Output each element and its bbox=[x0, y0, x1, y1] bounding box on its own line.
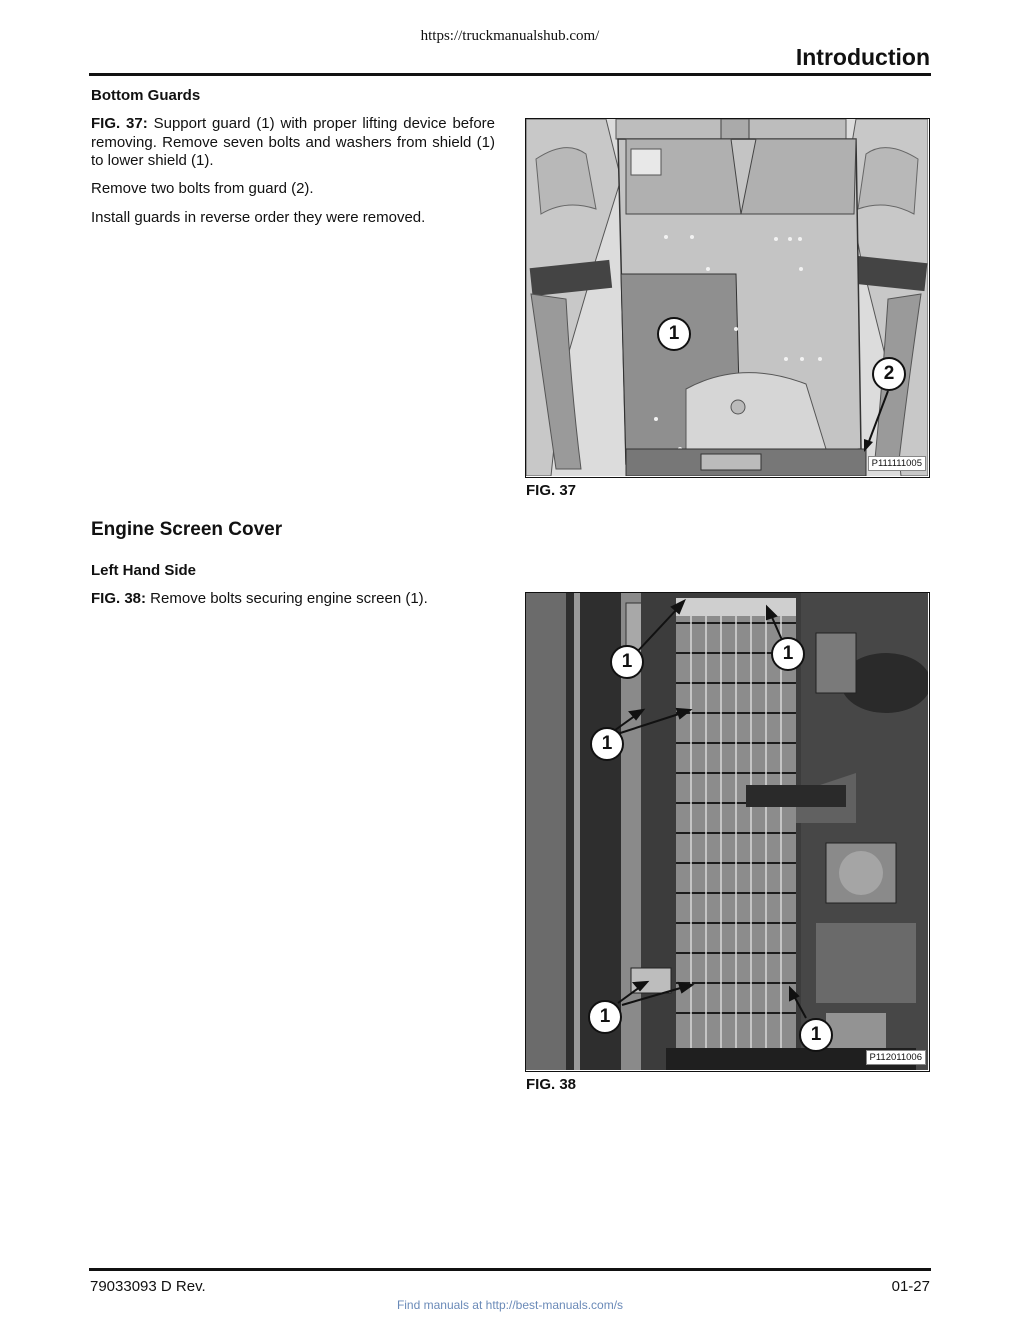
header-rule bbox=[89, 73, 931, 76]
callout-fig38-screen-middle-left: 1 bbox=[590, 727, 624, 761]
callout-fig38-screen-bottom-left: 1 bbox=[588, 1000, 622, 1034]
fig37-leader-arrow bbox=[526, 119, 928, 476]
fig37-instruction-text: Support guard (1) with proper lifting device before removing. Remove seven bolts and washers from shield (1) to lower shield (1). bbox=[91, 115, 495, 169]
fig38-photo-code: P112011006 bbox=[866, 1050, 926, 1065]
fig37-photo-code: P111111005 bbox=[868, 456, 926, 471]
footer-rule bbox=[89, 1268, 931, 1271]
callout-fig37-guard-1: 1 bbox=[657, 317, 691, 351]
figure-38-image bbox=[525, 592, 930, 1072]
paragraph-fig38-instructions bbox=[91, 590, 495, 609]
callout-fig38-screen-bottom-right: 1 bbox=[799, 1018, 833, 1052]
heading-bottom-guards: Bottom Guards bbox=[91, 87, 201, 104]
fig37-reference: FIG. 37: bbox=[91, 115, 148, 132]
fig38-caption: FIG. 38 bbox=[526, 1076, 577, 1093]
paragraph-remove-bolts: Remove two bolts from guard (2). bbox=[91, 180, 314, 197]
subheading-left-hand-side: Left Hand Side bbox=[91, 562, 197, 579]
fig38-instruction-text: Remove bolts securing engine screen (1). bbox=[146, 590, 428, 607]
fig38-leader-arrows bbox=[526, 593, 928, 1070]
callout-fig38-screen-top-left: 1 bbox=[610, 645, 644, 679]
fig38-reference: FIG. 38: bbox=[91, 590, 147, 607]
paragraph-install-guards: Install guards in reverse order they were removed. bbox=[91, 209, 426, 226]
figure-37-image bbox=[525, 118, 930, 478]
heading-engine-screen-cover: Engine Screen Cover bbox=[91, 519, 283, 540]
callout-fig37-guard-2: 2 bbox=[872, 357, 906, 391]
page-title: Introduction bbox=[795, 44, 930, 70]
footer-doc-number: 79033093 D Rev. bbox=[90, 1278, 206, 1295]
footer-find-manuals-link[interactable]: Find manuals at http://best-manuals.com/s bbox=[396, 1298, 624, 1312]
source-url: https://truckmanualshub.com/ bbox=[420, 28, 600, 44]
fig37-caption: FIG. 37 bbox=[526, 482, 577, 499]
footer-page-number: 01-27 bbox=[891, 1278, 930, 1295]
callout-fig38-screen-top-right: 1 bbox=[771, 637, 805, 671]
paragraph-fig37-instructions bbox=[91, 115, 495, 171]
